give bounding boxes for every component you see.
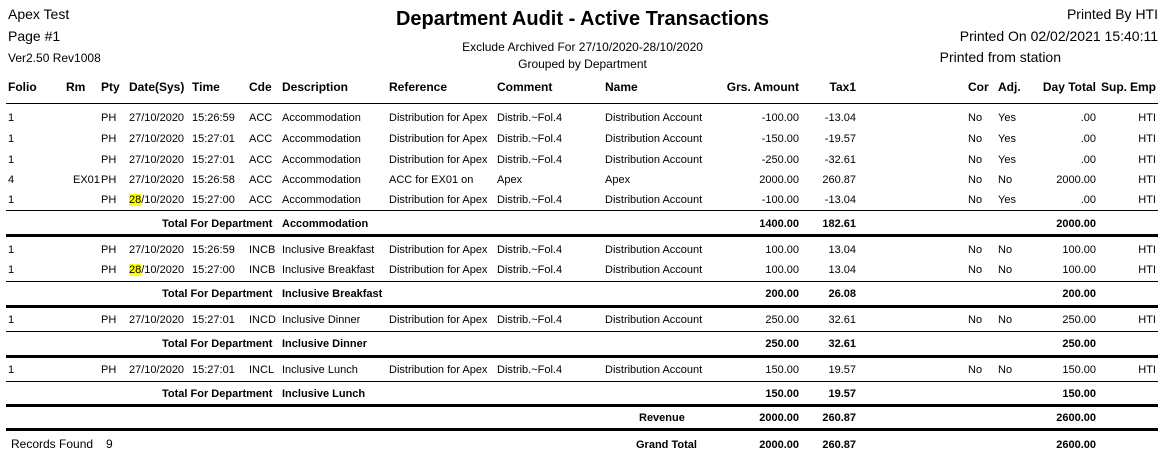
row-emp: HTI [1138,133,1156,145]
row-date: 27/10/2020 [129,244,185,256]
row-reference: Distribution for Apex [389,244,488,256]
header-divider [6,103,1158,104]
row-pty: PH [101,264,117,276]
group-divider [6,381,1158,382]
row-cor: No [968,364,983,376]
row-name: Distribution Account [605,244,703,256]
row-emp: HTI [1138,112,1156,124]
group-end-divider [6,234,1158,237]
row-time: 15:27:01 [192,364,235,376]
row-tax: 19.57 [828,364,856,376]
row-cde: INCL [249,364,275,376]
row-cde: ACC [249,194,273,206]
row-tax: -13.04 [824,112,856,124]
company-name: Apex Test [8,6,70,22]
row-date [129,194,184,206]
group-end-divider [6,305,1158,308]
revenue-label: Revenue [639,412,685,424]
row-adj: No [998,314,1013,326]
row-time: 15:26:59 [192,244,235,256]
col-sup: Sup. [1101,80,1127,94]
row-comment: Distrib.~Fol.4 [497,314,563,326]
row-cor: No [968,264,983,276]
dept-total-label: Total For Department [162,288,273,300]
row-description: Accommodation [282,133,361,145]
row-emp: HTI [1138,244,1156,256]
revenue-tax: 260.87 [822,412,856,424]
dept-total-amount: 1400.00 [759,218,799,230]
row-adj: No [998,174,1013,186]
row-time: 15:27:01 [192,314,235,326]
row-amount: 100.00 [765,264,799,276]
row-cde: INCD [249,314,276,326]
row-emp: HTI [1138,174,1156,186]
dept-total-tax: 26.08 [828,288,856,300]
records-found-count: 9 [106,437,113,451]
group-divider [6,331,1158,332]
row-time: 15:27:01 [192,154,235,166]
group-end-divider [6,355,1158,358]
row-folio: 1 [8,364,15,376]
row-cor: No [968,133,983,145]
row-date: 27/10/2020 [129,133,185,145]
col-rm: Rm [66,80,86,94]
grand-total-tax: 260.87 [822,439,856,451]
row-emp: HTI [1138,264,1156,276]
row-description: Inclusive Lunch [282,364,358,376]
row-date: 27/10/2020 [129,174,185,186]
row-name: Distribution Account [605,133,703,145]
row-pty: PH [101,174,117,186]
revenue-amount: 2000.00 [759,412,799,424]
group-end-divider [6,404,1158,407]
row-time: 15:26:59 [192,112,235,124]
dept-total-amount: 150.00 [765,388,799,400]
revenue-divider [6,428,1158,431]
dept-total-day: 2000.00 [1056,218,1096,230]
row-reference: Distribution for Apex [389,154,488,166]
row-comment: Distrib.~Fol.4 [497,244,563,256]
row-date: 27/10/2020 [129,364,185,376]
row-adj: No [998,244,1013,256]
row-rm: EX01 [73,174,100,186]
dept-total-name: Inclusive Breakfast [282,288,383,300]
row-amount: 2000.00 [759,174,799,186]
dept-total-label: Total For Department [162,338,273,350]
row-amount: 150.00 [765,364,799,376]
col-pty: Pty [101,80,120,94]
report-title: Department Audit - Active Transactions [395,8,770,30]
row-cor: No [968,194,983,206]
dept-total-amount: 250.00 [765,338,799,350]
row-name: Distribution Account [605,314,703,326]
row-tax: -32.61 [824,154,856,166]
row-tax: -19.57 [824,133,856,145]
row-day-total: 2000.00 [1056,174,1096,186]
col-cde: Cde [249,80,272,94]
row-day-total: .00 [1080,154,1096,166]
row-amount: -100.00 [761,112,799,124]
group-divider [6,210,1158,211]
col-grs-amount: Grs. Amount [726,80,799,94]
row-day-total: 250.00 [1062,314,1096,326]
row-adj: Yes [998,133,1016,145]
row-folio: 1 [8,133,15,145]
row-folio: 1 [8,314,15,326]
row-reference: Distribution for Apex [389,133,488,145]
date-rest: /10/2020 [141,264,185,276]
row-comment: Distrib.~Fol.4 [497,133,563,145]
row-amount: 100.00 [765,244,799,256]
printed-from: Printed from station [939,49,1061,65]
row-cor: No [968,174,983,186]
row-name: Distribution Account [605,194,703,206]
row-description: Accommodation [282,112,361,124]
dept-total-label: Total For Department [162,388,273,400]
row-tax: 13.04 [828,264,856,276]
row-pty: PH [101,364,117,376]
row-amount: 250.00 [765,314,799,326]
row-reference: Distribution for Apex [389,194,488,206]
row-time: 15:27:00 [192,264,235,276]
row-name: Distribution Account [605,364,703,376]
row-folio: 1 [8,194,15,206]
row-folio: 1 [8,244,15,256]
dept-total-day: 150.00 [1062,388,1096,400]
col-day-total: Day Total [1042,80,1096,94]
row-tax: 32.61 [828,314,856,326]
row-emp: HTI [1138,364,1156,376]
row-adj: Yes [998,154,1016,166]
col-date: Date(Sys) [129,80,185,94]
row-comment: Distrib.~Fol.4 [497,112,563,124]
row-pty: PH [101,154,117,166]
row-name: Distribution Account [605,112,703,124]
row-tax: -13.04 [824,194,856,206]
report-grouping: Grouped by Department [518,57,647,71]
row-pty: PH [101,133,117,145]
row-name: Distribution Account [605,154,703,166]
group-divider [6,281,1158,282]
row-cor: No [968,154,983,166]
row-emp: HTI [1138,154,1156,166]
row-reference: Distribution for Apex [389,314,488,326]
row-description: Inclusive Dinner [282,314,361,326]
dept-total-tax: 32.61 [828,338,856,350]
version-label: Ver2.50 Rev1008 [8,51,101,65]
row-day-total: .00 [1080,133,1096,145]
row-amount: -100.00 [761,194,799,206]
row-cor: No [968,314,983,326]
row-description: Accommodation [282,194,361,206]
dept-total-tax: 19.57 [828,388,856,400]
row-cde: ACC [249,112,273,124]
col-tax1: Tax1 [829,80,856,94]
col-adj: Adj. [998,80,1021,94]
printed-on: Printed On 02/02/2021 15:40:11 [959,28,1158,44]
row-description: Inclusive Breakfast [282,244,375,256]
grand-total-amount: 2000.00 [759,439,799,451]
row-folio: 1 [8,154,15,166]
row-cor: No [968,244,983,256]
date-highlight: 28 [129,194,142,206]
row-comment: Apex [497,174,523,186]
dept-total-tax: 182.61 [822,218,856,230]
row-day-total: 100.00 [1062,264,1096,276]
report-filter: Exclude Archived For 27/10/2020-28/10/2020 [462,40,703,54]
row-cde: INCB [249,244,276,256]
row-reference: ACC for EX01 on [389,174,474,186]
col-time: Time [192,80,220,94]
page-number: Page #1 [8,28,61,44]
row-description: Accommodation [282,154,361,166]
row-folio: 1 [8,264,15,276]
row-comment: Distrib.~Fol.4 [497,154,563,166]
row-date: 27/10/2020 [129,112,185,124]
row-date: 27/10/2020 [129,154,185,166]
date-highlight: 28 [129,264,142,276]
row-comment: Distrib.~Fol.4 [497,264,563,276]
col-comment: Comment [497,80,553,94]
col-reference: Reference [389,80,448,94]
row-tax: 260.87 [822,174,856,186]
row-adj: No [998,264,1013,276]
row-reference: Distribution for Apex [389,364,488,376]
date-rest: /10/2020 [141,194,185,206]
row-tax: 13.04 [828,244,856,256]
row-time: 15:26:58 [192,174,235,186]
row-comment: Distrib.~Fol.4 [497,364,563,376]
row-cde: ACC [249,133,273,145]
row-folio: 4 [8,174,15,186]
row-time: 15:27:01 [192,133,235,145]
row-day-total: 100.00 [1062,244,1096,256]
row-amount: -150.00 [761,133,799,145]
row-amount: -250.00 [761,154,799,166]
row-emp: HTI [1138,314,1156,326]
col-cor: Cor [968,80,989,94]
row-description: Inclusive Breakfast [282,264,375,276]
row-time: 15:27:00 [192,194,235,206]
row-cde: ACC [249,174,273,186]
row-name: Distribution Account [605,264,703,276]
row-day-total: .00 [1080,112,1096,124]
dept-total-name: Inclusive Dinner [282,338,367,350]
dept-total-amount: 200.00 [765,288,799,300]
row-folio: 1 [8,112,15,124]
row-reference: Distribution for Apex [389,112,488,124]
col-description: Description [282,80,349,94]
row-pty: PH [101,314,117,326]
row-pty: PH [101,244,117,256]
row-pty: PH [101,112,117,124]
row-date [129,264,184,276]
row-adj: Yes [998,112,1016,124]
row-adj: No [998,364,1013,376]
row-day-total: .00 [1080,194,1096,206]
dept-total-day: 200.00 [1062,288,1096,300]
row-cde: INCB [249,264,276,276]
dept-total-day: 250.00 [1062,338,1096,350]
col-name: Name [605,80,638,94]
records-found-label: Records Found [11,437,94,451]
row-reference: Distribution for Apex [389,264,488,276]
row-cor: No [968,112,983,124]
dept-total-name: Inclusive Lunch [282,388,366,400]
col-folio: Folio [8,80,37,94]
row-adj: Yes [998,194,1016,206]
grand-total-day: 2600.00 [1056,439,1096,451]
row-pty: PH [101,194,117,206]
row-emp: HTI [1138,194,1156,206]
printed-by: Printed By HTI [1066,6,1158,22]
row-comment: Distrib.~Fol.4 [497,194,563,206]
row-day-total: 150.00 [1062,364,1096,376]
grand-total-label: Grand Total [636,439,697,451]
dept-total-label: Total For Department [162,218,273,230]
col-emp: Emp [1130,80,1157,94]
revenue-day-total: 2600.00 [1056,412,1096,424]
row-cde: ACC [249,154,273,166]
row-name: Apex [605,174,631,186]
dept-total-name: Accommodation [282,218,369,230]
row-description: Accommodation [282,174,361,186]
row-date: 27/10/2020 [129,314,185,326]
